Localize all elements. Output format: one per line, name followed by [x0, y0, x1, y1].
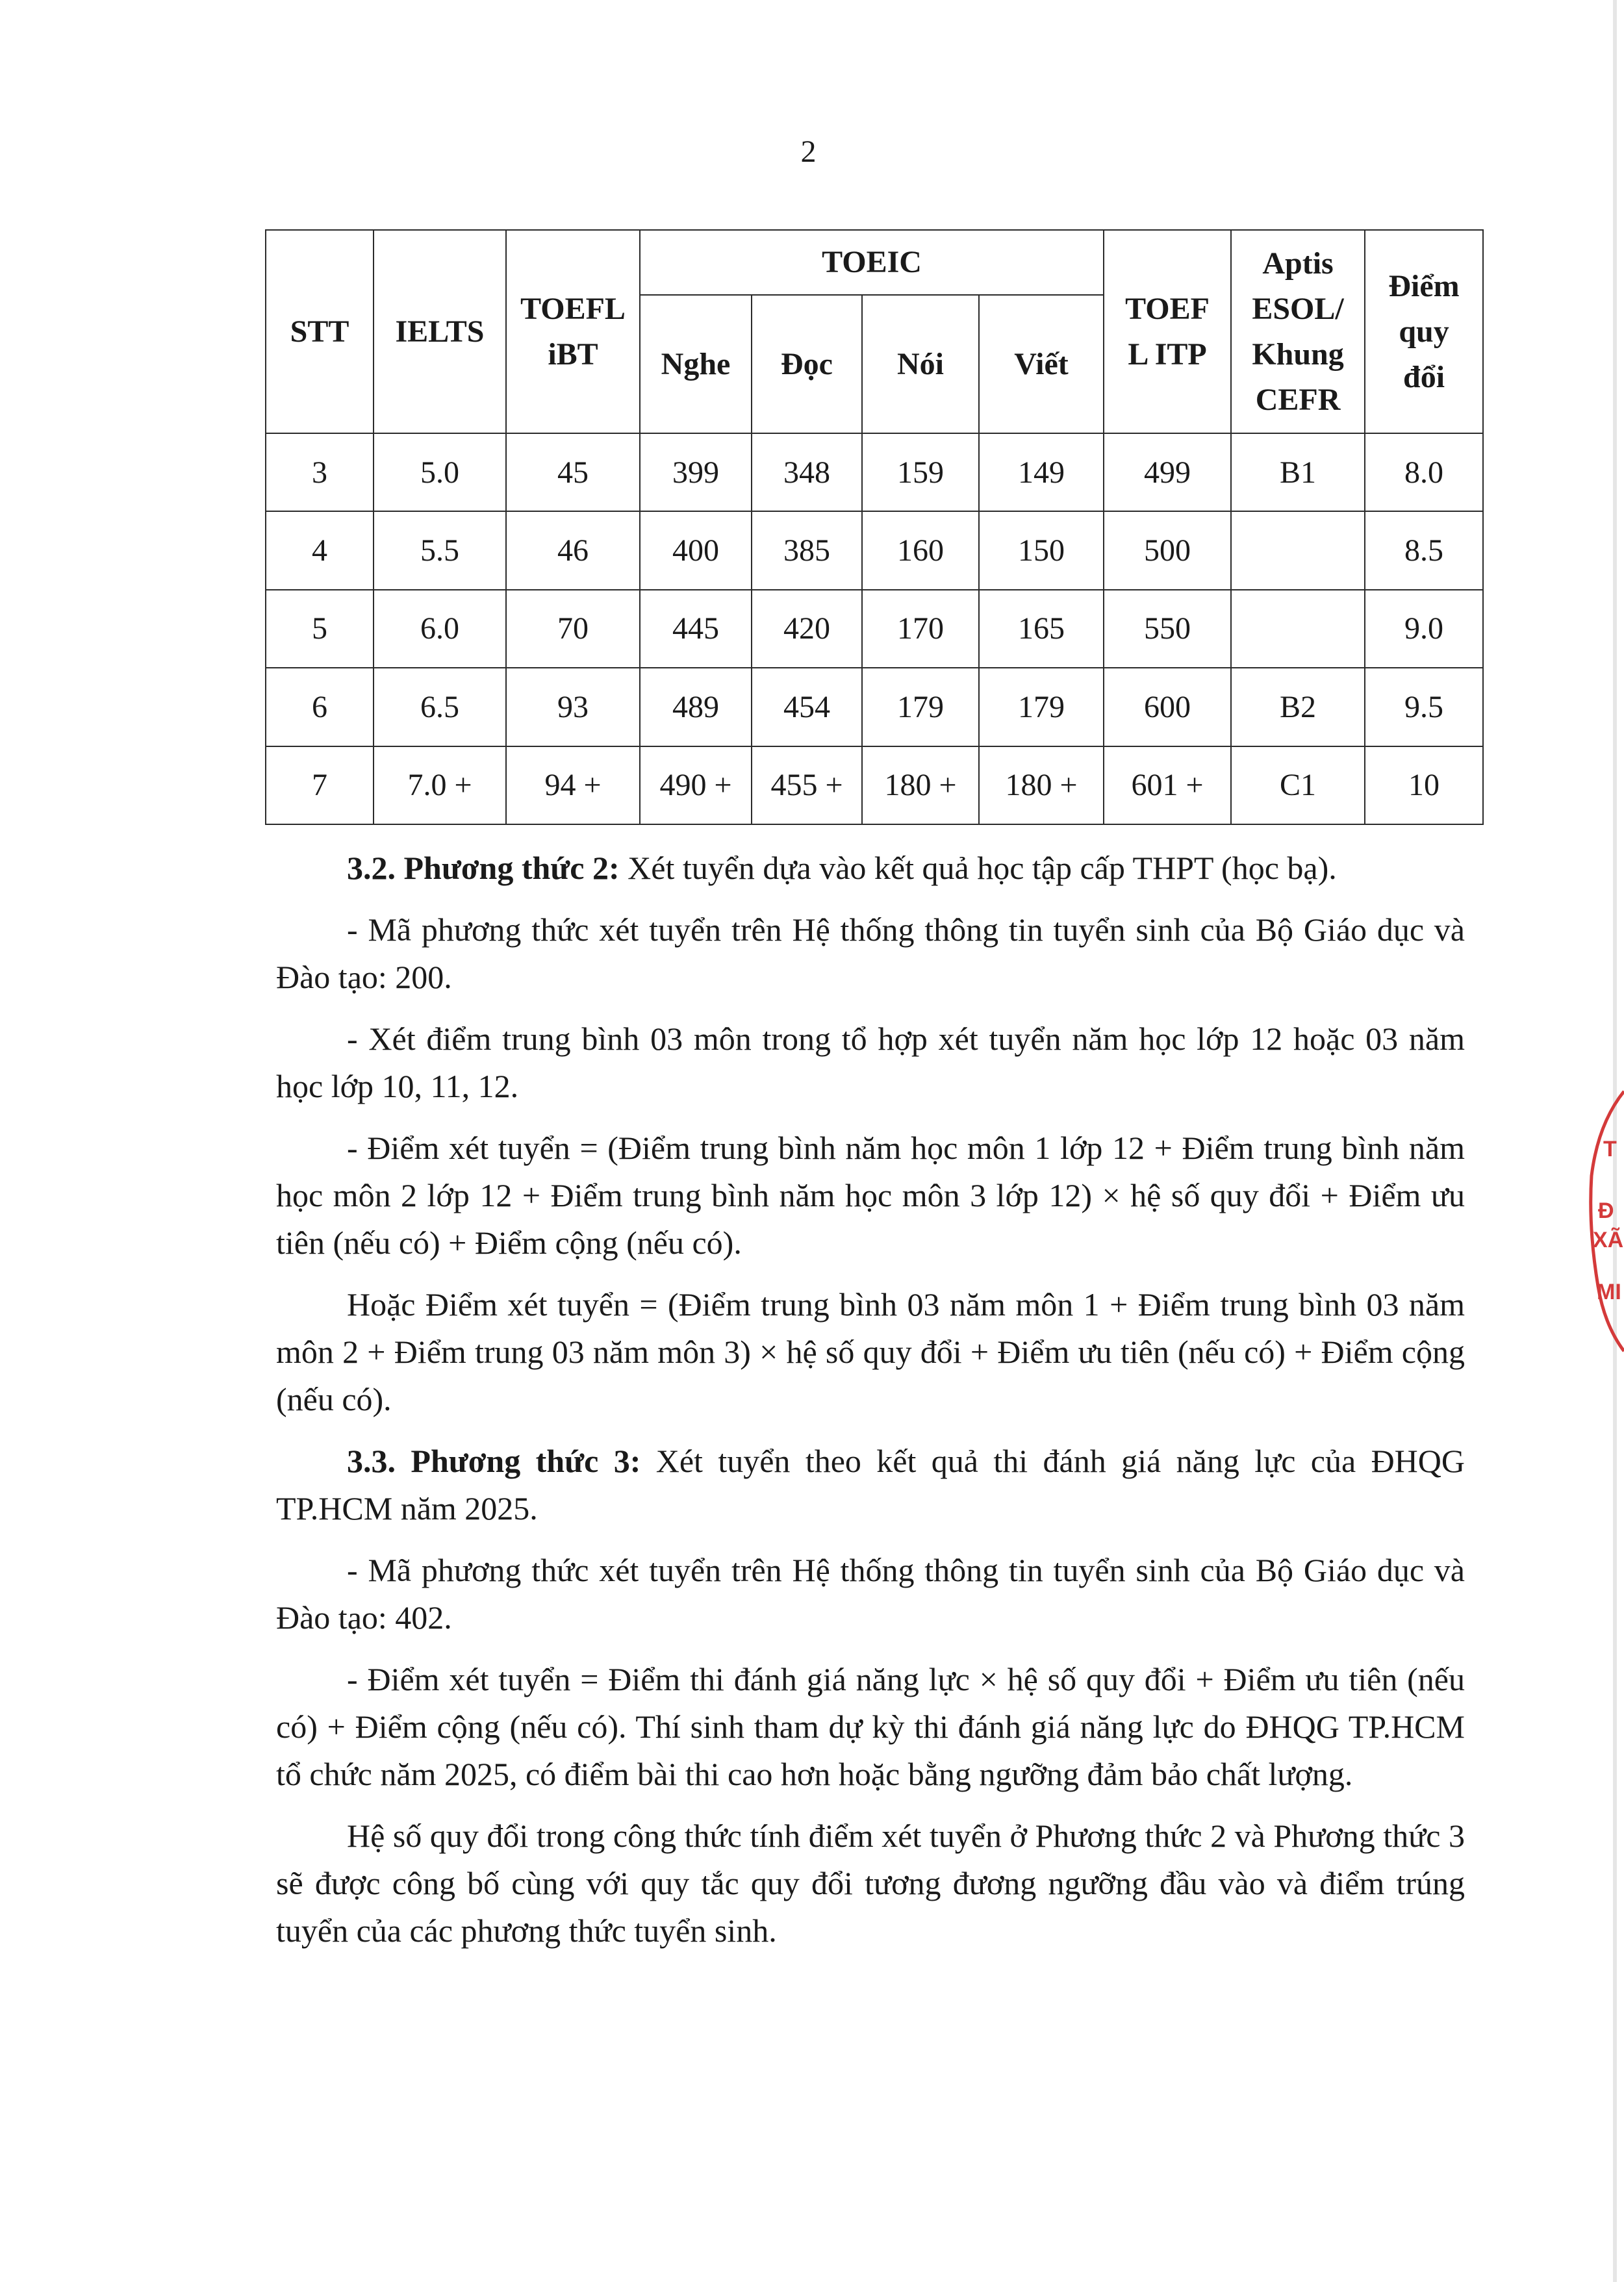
- section-3-2-paragraph: Hoặc Điểm xét tuyển = (Điểm trung bình 03 năm môn 1 + Điểm trung bình 03 năm môn 2 + Điểm trung 03 năm môn 3) × hệ số quy đổi + Điểm ưu tiên (nếu có) + Điểm cộng (nếu có).: [276, 1286, 1465, 1417]
- cell-toeic-viet: 165: [979, 590, 1104, 668]
- cell-toeic-doc: 455 +: [752, 746, 862, 824]
- section-3-2-heading: 3.2. Phương thức 2: Xét tuyển dựa vào kết quả học tập cấp THPT (học bạ).: [347, 850, 1337, 886]
- cell-toeic-doc: 385: [752, 511, 862, 589]
- section-3-2-paragraph: - Mã phương thức xét tuyển trên Hệ thống thông tin tuyển sinh của Bộ Giáo dục và Đào tạo: 200.: [276, 911, 1465, 995]
- cell-toeic-noi: 179: [862, 668, 979, 746]
- cell-toeic-nghe: 399: [640, 433, 752, 511]
- document-body: [276, 844, 1465, 1969]
- table-row: [266, 511, 1483, 589]
- cell-toeic-doc: 420: [752, 590, 862, 668]
- section-3-3-paragraph: Hệ số quy đổi trong công thức tính điểm xét tuyển ở Phương thức 2 và Phương thức 3 sẽ được công bố cùng với quy tắc quy đổi tương đương ngưỡng đầu vào và điểm trúng tuyển của các phương thức tuyển sinh.: [276, 1818, 1465, 1949]
- red-seal-stamp: [1559, 1078, 1624, 1364]
- cell-toeic-doc: 454: [752, 668, 862, 746]
- cell-ielts: 5.0: [374, 433, 506, 511]
- cell-toefl-itp: 601 +: [1104, 746, 1231, 824]
- cell-ielts: 7.0 +: [374, 746, 506, 824]
- cell-aptis-cefr: [1231, 590, 1365, 668]
- cell-stt: 5: [266, 590, 374, 668]
- table-row: [266, 590, 1483, 668]
- cell-stt: 3: [266, 433, 374, 511]
- cell-ielts: 6.0: [374, 590, 506, 668]
- cell-toeic-nghe: 400: [640, 511, 752, 589]
- cell-toefl-ibt: 46: [506, 511, 640, 589]
- cell-toefl-ibt: 45: [506, 433, 640, 511]
- cell-stt: 7: [266, 746, 374, 824]
- cell-toeic-nghe: 445: [640, 590, 752, 668]
- section-3-3-paragraph: - Mã phương thức xét tuyển trên Hệ thống thông tin tuyển sinh của Bộ Giáo dục và Đào tạo: 402.: [276, 1552, 1465, 1636]
- cell-aptis-cefr: C1: [1231, 746, 1365, 824]
- header-ielts: IELTS: [374, 230, 506, 433]
- cell-toeic-nghe: 490 +: [640, 746, 752, 824]
- cell-toeic-doc: 348: [752, 433, 862, 511]
- cell-toeic-viet: 180 +: [979, 746, 1104, 824]
- cell-diem-quy-doi: 9.5: [1365, 668, 1483, 746]
- section-3-2-paragraph: - Điểm xét tuyển = (Điểm trung bình năm học môn 1 lớp 12 + Điểm trung bình năm học môn 2 lớp 12 + Điểm trung bình năm học môn 3 lớp 12) × hệ số quy đổi + Điểm ưu tiên (nếu có) + Điểm cộng (nếu có).: [276, 1130, 1465, 1261]
- cell-toefl-itp: 499: [1104, 433, 1231, 511]
- table-row: [266, 668, 1483, 746]
- cell-diem-quy-doi: 8.5: [1365, 511, 1483, 589]
- header-aptis: Aptis ESOL/ Khung CEFR: [1231, 230, 1365, 433]
- cell-diem-quy-doi: 10: [1365, 746, 1483, 824]
- cell-toeic-viet: 179: [979, 668, 1104, 746]
- header-diem-quy-doi: Điểm quy đổi: [1365, 230, 1483, 433]
- cell-toefl-ibt: 94 +: [506, 746, 640, 824]
- score-conversion-table: [265, 229, 1484, 825]
- cell-toeic-noi: 180 +: [862, 746, 979, 824]
- header-toefl-ibt: TOEFL iBT: [506, 230, 640, 433]
- header-toeic: TOEIC: [640, 230, 1104, 295]
- cell-ielts: 6.5: [374, 668, 506, 746]
- cell-toefl-itp: 500: [1104, 511, 1231, 589]
- section-3-3-paragraph: - Điểm xét tuyển = Điểm thi đánh giá năng lực × hệ số quy đổi + Điểm ưu tiên (nếu có) + Điểm cộng (nếu có). Thí sinh tham dự kỳ thi đánh giá năng lực do ĐHQG TP.HCM tổ chức năm 2025, có điểm bài thi cao hơn hoặc bằng ngưỡng đảm bảo chất lượng.: [276, 1661, 1465, 1792]
- cell-aptis-cefr: [1231, 511, 1365, 589]
- header-toefl-itp: TOEF L ITP: [1104, 230, 1231, 433]
- section-3-2-paragraph: - Xét điểm trung bình 03 môn trong tổ hợp xét tuyển năm học lớp 12 hoặc 03 năm học lớp 10, 11, 12.: [276, 1021, 1465, 1104]
- table-row: [266, 746, 1483, 824]
- svg-text:TĐXÃMI: T Đ XÃ MI: [1593, 1137, 1624, 1304]
- header-toeic-nghe: Nghe: [640, 295, 752, 433]
- cell-stt: 6: [266, 668, 374, 746]
- cell-toefl-itp: 550: [1104, 590, 1231, 668]
- cell-diem-quy-doi: 9.0: [1365, 590, 1483, 668]
- page-number: 2: [800, 134, 817, 169]
- cell-aptis-cefr: B1: [1231, 433, 1365, 511]
- header-stt: STT: [266, 230, 374, 433]
- table-row: [266, 433, 1483, 511]
- cell-toefl-ibt: 93: [506, 668, 640, 746]
- cell-stt: 4: [266, 511, 374, 589]
- section-3-3-heading: 3.3. Phương thức 3: Xét tuyển theo kết quả thi đánh giá năng lực của ĐHQG TP.HCM năm 2025.: [276, 1443, 1465, 1527]
- cell-toeic-noi: 160: [862, 511, 979, 589]
- cell-toefl-ibt: 70: [506, 590, 640, 668]
- header-toeic-viet: Viết: [979, 295, 1104, 433]
- cell-toeic-viet: 149: [979, 433, 1104, 511]
- cell-toeic-noi: 170: [862, 590, 979, 668]
- cell-aptis-cefr: B2: [1231, 668, 1365, 746]
- cell-toefl-itp: 600: [1104, 668, 1231, 746]
- header-toeic-doc: Đọc: [752, 295, 862, 433]
- cell-toeic-noi: 159: [862, 433, 979, 511]
- header-toeic-noi: Nói: [862, 295, 979, 433]
- cell-ielts: 5.5: [374, 511, 506, 589]
- cell-diem-quy-doi: 8.0: [1365, 433, 1483, 511]
- cell-toeic-viet: 150: [979, 511, 1104, 589]
- cell-toeic-nghe: 489: [640, 668, 752, 746]
